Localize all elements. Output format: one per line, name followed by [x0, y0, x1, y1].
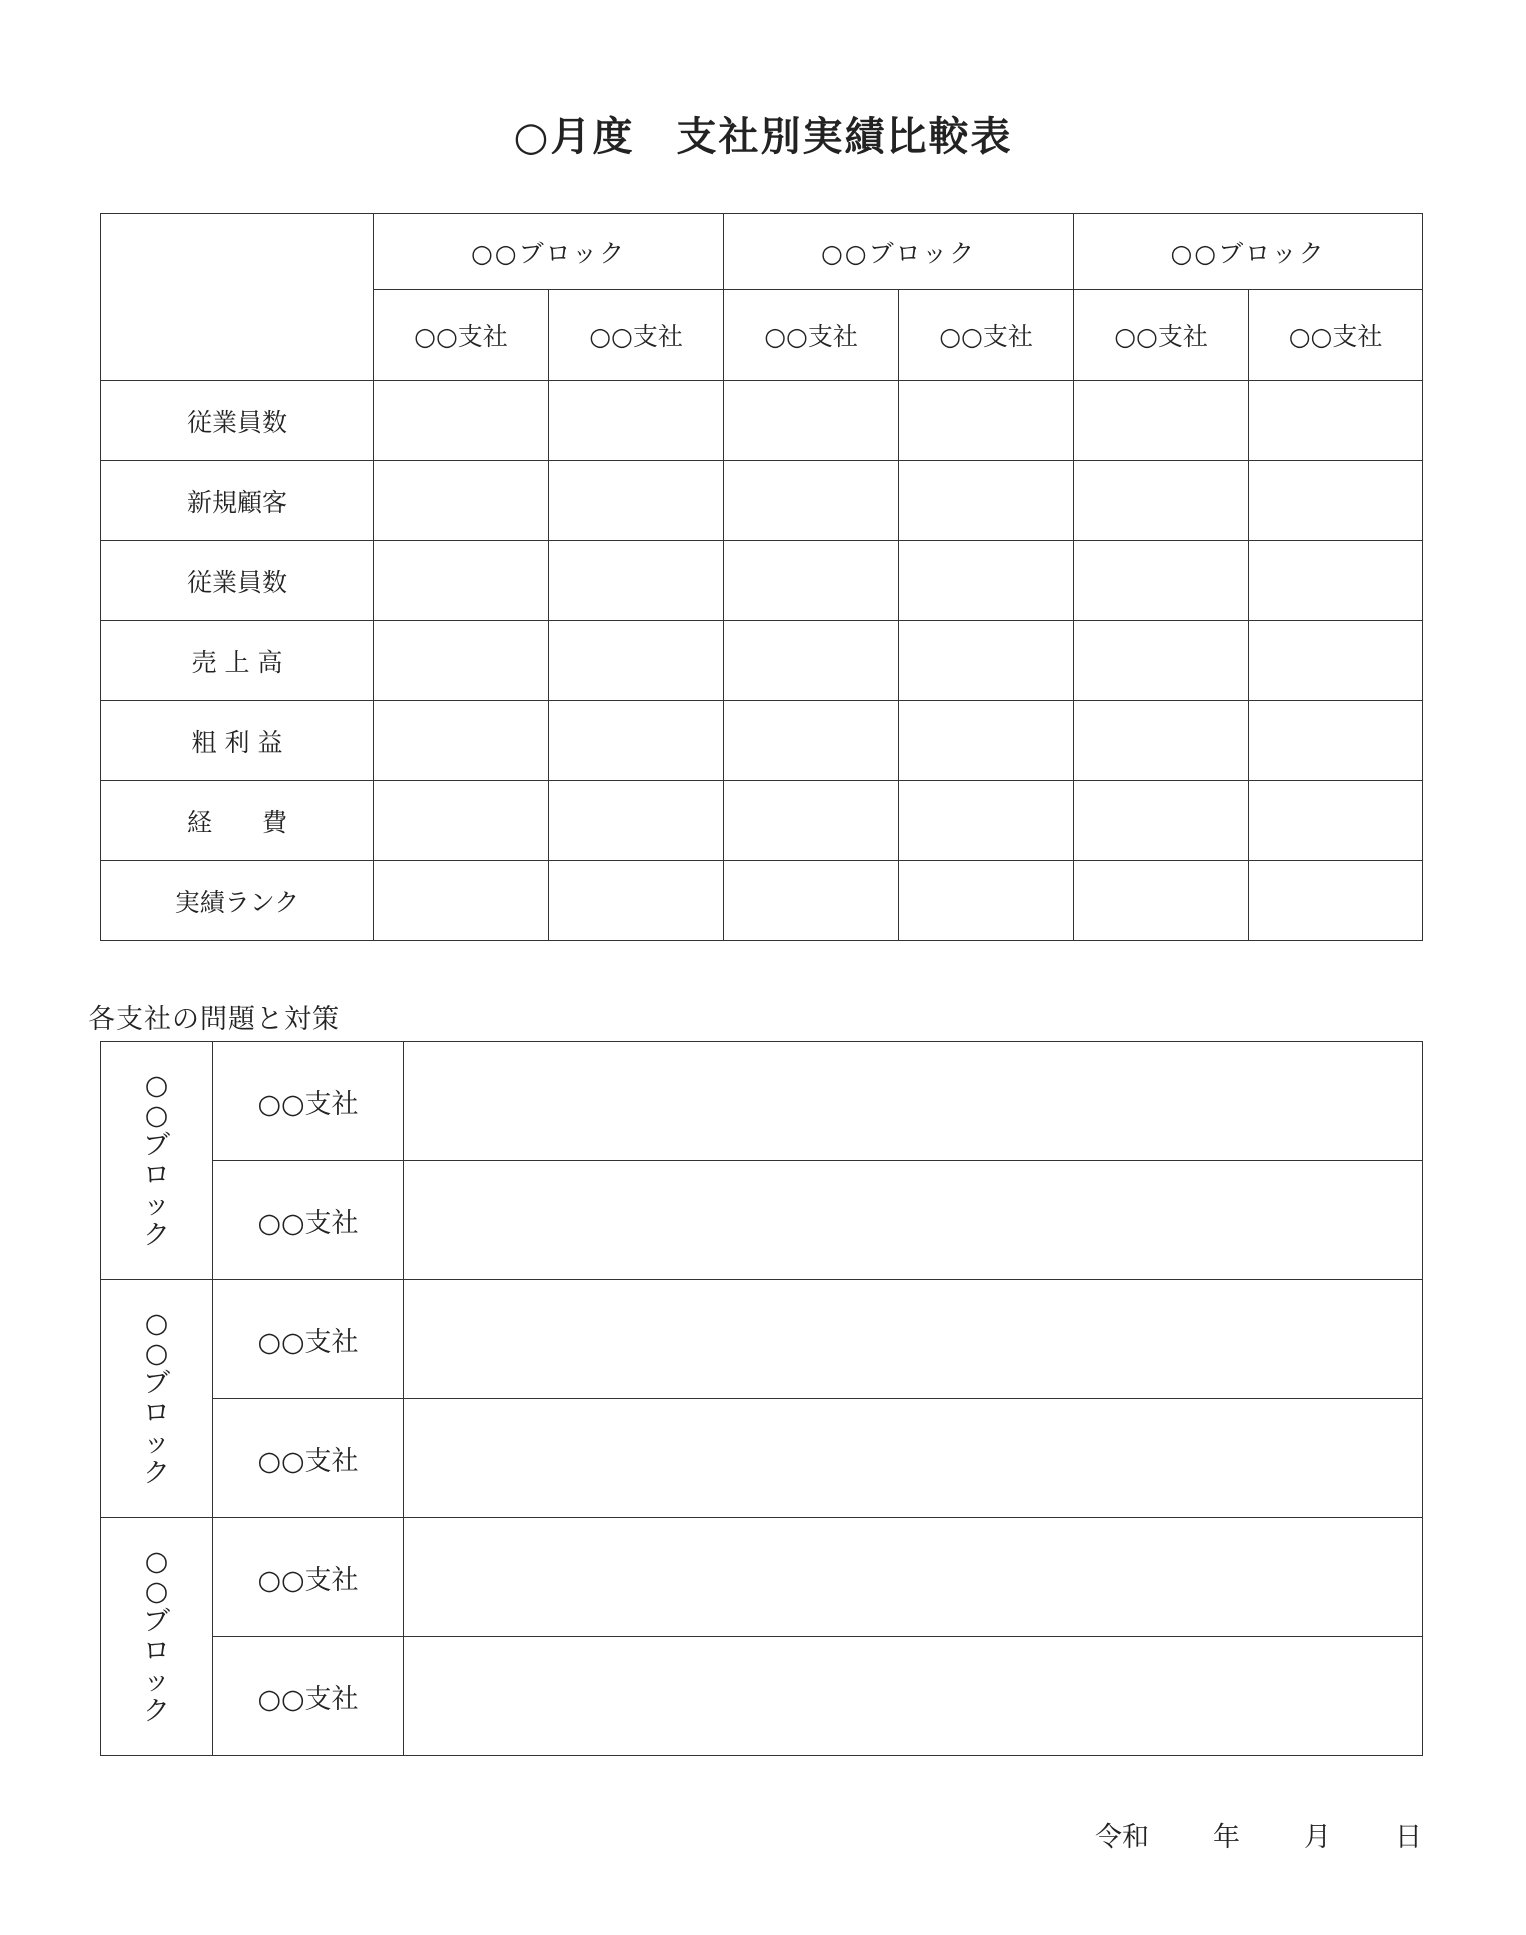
branch-header: ○○支社: [1074, 290, 1249, 381]
block-label-vertical: ○○ブロック: [101, 1042, 213, 1280]
issue-notes-cell[interactable]: [404, 1042, 1423, 1161]
value-cell[interactable]: [724, 621, 899, 701]
block-label-vertical: ○○ブロック: [101, 1518, 213, 1756]
branch-label: ○○支社: [213, 1042, 404, 1161]
value-cell[interactable]: [1249, 461, 1423, 541]
issue-notes-cell[interactable]: [404, 1280, 1423, 1399]
block-header: ○○ブロック: [374, 214, 724, 290]
branch-header: ○○支社: [374, 290, 549, 381]
value-cell[interactable]: [899, 461, 1074, 541]
table-row: [101, 1280, 1423, 1399]
table-row: [101, 1637, 1423, 1756]
value-cell[interactable]: [899, 621, 1074, 701]
value-cell[interactable]: [1249, 861, 1423, 941]
performance-comparison-table: [100, 213, 1423, 941]
row-label: 従業員数: [101, 381, 374, 461]
table-row: [101, 381, 1423, 461]
issue-notes-cell[interactable]: [404, 1399, 1423, 1518]
issue-notes-cell[interactable]: [404, 1161, 1423, 1280]
row-label: 実績ランク: [101, 861, 374, 941]
issue-notes-cell[interactable]: [404, 1637, 1423, 1756]
date-year: 年: [1213, 1822, 1240, 1853]
value-cell[interactable]: [899, 781, 1074, 861]
value-cell[interactable]: [899, 861, 1074, 941]
row-label: 粗 利 益: [101, 701, 374, 781]
row-label: 経 費: [101, 781, 374, 861]
corner-cell: [101, 214, 374, 381]
value-cell[interactable]: [374, 461, 549, 541]
value-cell[interactable]: [724, 861, 899, 941]
value-cell[interactable]: [724, 781, 899, 861]
value-cell[interactable]: [374, 621, 549, 701]
block-label-vertical: ○○ブロック: [101, 1280, 213, 1518]
value-cell[interactable]: [549, 621, 724, 701]
value-cell[interactable]: [1074, 861, 1249, 941]
row-label: 売 上 高: [101, 621, 374, 701]
issue-notes-cell[interactable]: [404, 1518, 1423, 1637]
page-title: ○月度 支社別実績比較表: [513, 114, 1013, 160]
value-cell[interactable]: [1074, 381, 1249, 461]
value-cell[interactable]: [374, 381, 549, 461]
date-line: [1095, 1815, 1422, 1854]
issues-table: [100, 1041, 1423, 1756]
value-cell[interactable]: [899, 541, 1074, 621]
table-row: [101, 861, 1423, 941]
value-cell[interactable]: [549, 541, 724, 621]
table-row: [101, 1042, 1423, 1161]
value-cell[interactable]: [1074, 701, 1249, 781]
table-row: [101, 1161, 1423, 1280]
value-cell[interactable]: [374, 701, 549, 781]
value-cell[interactable]: [374, 781, 549, 861]
value-cell[interactable]: [1074, 461, 1249, 541]
value-cell[interactable]: [549, 781, 724, 861]
value-cell[interactable]: [724, 701, 899, 781]
value-cell[interactable]: [899, 381, 1074, 461]
value-cell[interactable]: [1249, 781, 1423, 861]
branch-label: ○○支社: [213, 1518, 404, 1637]
value-cell[interactable]: [899, 701, 1074, 781]
issues-section-label: 各支社の問題と対策: [88, 1004, 340, 1035]
block-header: ○○ブロック: [724, 214, 1074, 290]
date-day: 日: [1395, 1822, 1422, 1853]
value-cell[interactable]: [724, 541, 899, 621]
value-cell[interactable]: [1074, 541, 1249, 621]
table-row: [101, 541, 1423, 621]
value-cell[interactable]: [549, 701, 724, 781]
table-row: [101, 701, 1423, 781]
date-era: 令和: [1095, 1822, 1149, 1853]
branch-label: ○○支社: [213, 1161, 404, 1280]
value-cell[interactable]: [1249, 541, 1423, 621]
table-row: [101, 461, 1423, 541]
branch-header: ○○支社: [899, 290, 1074, 381]
row-label: 従業員数: [101, 541, 374, 621]
date-month: 月: [1304, 1822, 1331, 1853]
value-cell[interactable]: [549, 861, 724, 941]
branch-label: ○○支社: [213, 1399, 404, 1518]
branch-header: ○○支社: [1249, 290, 1423, 381]
value-cell[interactable]: [724, 381, 899, 461]
branch-header: ○○支社: [549, 290, 724, 381]
value-cell[interactable]: [1249, 381, 1423, 461]
branch-label: ○○支社: [213, 1637, 404, 1756]
value-cell[interactable]: [549, 381, 724, 461]
table-row: [101, 1518, 1423, 1637]
value-cell[interactable]: [1249, 701, 1423, 781]
table-row: [101, 781, 1423, 861]
row-label: 新規顧客: [101, 461, 374, 541]
value-cell[interactable]: [374, 541, 549, 621]
value-cell[interactable]: [374, 861, 549, 941]
block-header: ○○ブロック: [1074, 214, 1423, 290]
value-cell[interactable]: [549, 461, 724, 541]
table-row: [101, 621, 1423, 701]
branch-label: ○○支社: [213, 1280, 404, 1399]
value-cell[interactable]: [1074, 781, 1249, 861]
table-row: [101, 1399, 1423, 1518]
value-cell[interactable]: [724, 461, 899, 541]
value-cell[interactable]: [1074, 621, 1249, 701]
branch-header: ○○支社: [724, 290, 899, 381]
value-cell[interactable]: [1249, 621, 1423, 701]
block-header-row: [101, 214, 1423, 290]
